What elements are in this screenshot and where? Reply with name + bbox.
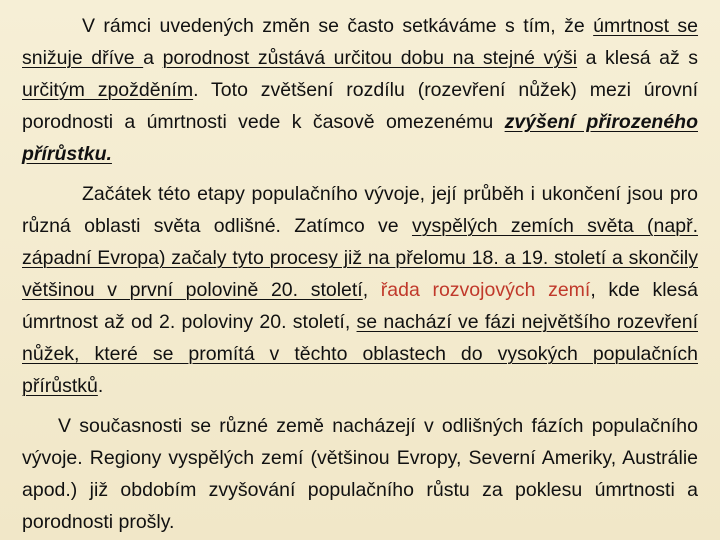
p1-emphasis-natural-increase: zvýšení přirozeného přírůstku. (22, 111, 698, 165)
paragraph-3 (22, 410, 698, 538)
p2-text-4: . (97, 375, 104, 397)
p1-underlined-natality: porodnost zůstává určitou dobu na stejné výši (162, 47, 578, 69)
paragraph-2 (22, 178, 698, 402)
p3-text-1: V současnosti se různé země nacházejí v odlišných fázích populačního vývoje. Regiony vyspělých zemí (většinou Evropy, Severní Ameriky, Austrálie apod.) již obdobím zvyšování populačního růstu za poklesu úmrtnosti a porodnosti prošly. (22, 415, 698, 533)
p1-text-1: V rámci uvedených změn se často setkáváme s tím, že (82, 15, 594, 37)
p2-red-developing-countries: řada rozvojových zemí (380, 279, 591, 301)
p1-text-3: a klesá až s (577, 47, 699, 69)
paragraph-1 (22, 10, 698, 170)
p1-underlined-mortality: úmrtnost se snižuje dříve (22, 15, 699, 69)
p2-text-1: Začátek této etapy populačního vývoje, její průběh i ukončení jsou pro různá oblasti světa odlišné. Zatímco ve (22, 183, 698, 237)
p2-underlined-scissors-phase: se nachází ve fázi největšího rozevření nůžek, které se promítá v těchto oblastech do vysokých populačních přírůstků (22, 311, 698, 397)
p1-underlined-delay: určitým zpožděním (22, 79, 194, 101)
p2-underlined-developed-countries: vyspělých zemích světa (např. západní Evropa) začaly tyto procesy již na přelomu 18. a 19. století a skončily většinou v první polovině 20. století (22, 215, 698, 301)
p1-text-4: . Toto zvětšení rozdílu (rozevření nůžek) mezi úrovní porodnosti a úmrtnosti vede k časově omezenému (22, 79, 699, 133)
p1-text-2: a (143, 47, 163, 69)
p2-text-2: , (362, 279, 381, 301)
p2-text-3: , kde klesá úmrtnost až od 2. poloviny 20. století, (22, 279, 698, 333)
